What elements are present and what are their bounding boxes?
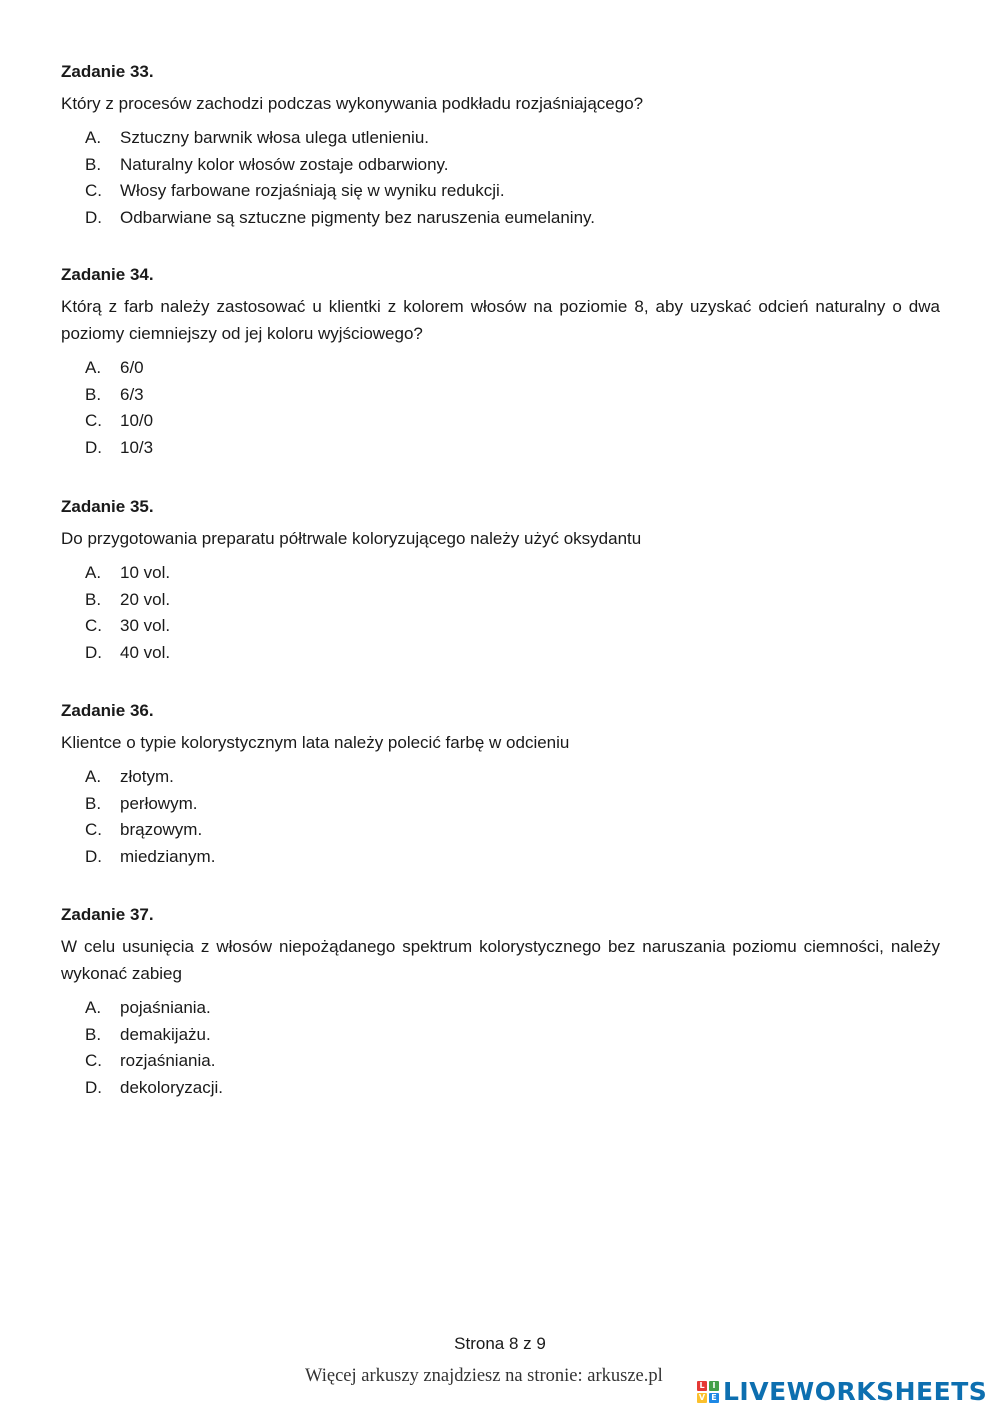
options-list [61,995,940,1102]
option-d[interactable]: D. miedzianym. [85,844,940,871]
option-a[interactable]: A. 10 vol. [85,560,940,587]
option-text: złotym. [120,767,174,786]
option-text: Włosy farbowane rozjaśniają się w wyniku redukcji. [120,181,505,201]
option-b[interactable]: B. 20 vol. [85,587,940,614]
logo-cell: V [698,1392,706,1402]
option-c[interactable]: C. 10/0 [85,408,940,435]
options-list [61,355,940,462]
option-text: 6/3 [120,384,144,404]
option-text: 10/0 [120,411,154,431]
option-text: 30 vol. [120,616,171,636]
option-c[interactable]: C. brązowym. [85,817,940,844]
task-question: Który z procesów zachodzi podczas wykonywania podkładu rozjaśniającego? [61,94,644,113]
option-text: 10 vol. [120,563,171,582]
option-d[interactable]: D. 40 vol. [85,640,940,667]
task-question: Do przygotowania preparatu półtrwale koloryzującego należy użyć oksydantu [61,529,642,548]
logo-cell: L [697,1381,707,1391]
option-a[interactable]: A. złotym. [85,764,940,791]
task-title: Zadanie 37. [61,905,154,924]
option-c[interactable]: C. 30 vol. [85,613,940,640]
option-text: perłowym. [120,793,198,813]
option-text: Sztuczny barwnik włosa ulega utlenieniu. [120,128,430,147]
option-text: 6/0 [120,358,144,377]
task-question: W celu usunięcia z włosów niepożądanego spektrum kolorystycznego bez naruszania poziomu ciemności, należy wykonać zabieg [61,937,940,983]
logo-cell: E [709,1393,719,1403]
option-b[interactable]: B. perłowym. [85,791,940,818]
option-b[interactable]: B. Naturalny kolor włosów zostaje odbarwiony. [85,152,940,179]
option-text: pojaśniania. [120,998,211,1017]
options-list [61,560,940,667]
option-text: demakijażu. [120,1024,211,1044]
options-list [61,764,940,871]
task-question: Klientce o typie kolorystycznym lata należy polecić farbę w odcieniu [61,733,570,752]
option-d[interactable]: D. dekoloryzacji. [85,1075,940,1102]
task-37 [61,905,940,1102]
logo-text: LIVEWORKSHEETS [723,1377,988,1406]
option-text: Odbarwiane są sztuczne pigmenty bez naruszenia eumelaniny. [120,208,596,228]
liveworksheets-logo [697,1377,987,1406]
task-title: Zadanie 36. [61,701,154,720]
option-a[interactable]: A. Sztuczny barwnik włosa ulega utlenieniu. [85,125,940,152]
task-question: Którą z farb należy zastosować u klientki z kolorem włosów na poziomie 8, aby uzyskać odcień naturalny o dwa poziomy ciemniejszy od jej koloru wyjściowego? [61,297,940,343]
options-list [61,125,940,232]
task-35 [61,497,940,667]
option-d[interactable]: D. Odbarwiane są sztuczne pigmenty bez naruszenia eumelaniny. [85,205,940,232]
page-number: Strona 8 z 9 [454,1334,546,1353]
option-text: Naturalny kolor włosów zostaje odbarwiony. [120,154,449,174]
task-33 [61,62,940,232]
option-text: dekoloryzacji. [120,1078,223,1098]
option-d[interactable]: D. 10/3 [85,435,940,462]
logo-grid-icon [697,1381,719,1403]
task-34 [61,265,940,462]
task-title: Zadanie 34. [61,265,154,284]
option-text: brązowym. [120,820,203,840]
task-36 [61,701,940,871]
option-text: 20 vol. [120,589,171,609]
option-c[interactable]: C. Włosy farbowane rozjaśniają się w wyniku redukcji. [85,178,940,205]
task-title: Zadanie 35. [61,497,154,516]
option-text: 10/3 [120,438,154,458]
option-text: miedzianym. [120,847,216,867]
option-a[interactable]: A. 6/0 [85,355,940,382]
logo-cell: I [709,1381,719,1391]
option-text: rozjaśniania. [120,1051,216,1071]
option-a[interactable]: A. pojaśniania. [85,995,940,1022]
more-sheets-note: Więcej arkuszy znajdziesz na stronie: arkusze.pl [305,1366,663,1386]
task-title: Zadanie 33. [61,62,154,81]
option-c[interactable]: C. rozjaśniania. [85,1048,940,1075]
option-b[interactable]: B. 6/3 [85,382,940,409]
option-text: 40 vol. [120,643,171,663]
option-b[interactable]: B. demakijażu. [85,1022,940,1049]
